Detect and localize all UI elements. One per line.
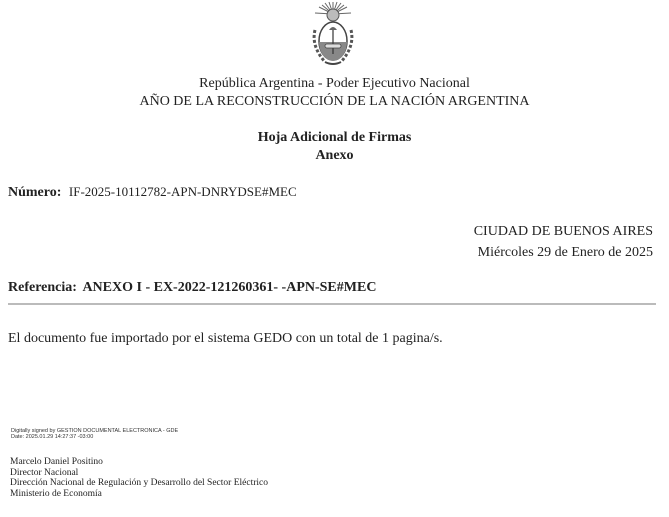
divider xyxy=(8,303,656,305)
signer-role: Director Nacional xyxy=(10,467,79,478)
signer-ministry: Ministerio de Economía xyxy=(10,488,102,499)
digital-signature-block xyxy=(11,428,178,440)
signer-office: Dirección Nacional de Regulación y Desarrollo del Sector Eléctrico xyxy=(10,478,268,488)
digital-signature-date: Date: 2025.01.29 14:27:37 -03:00 xyxy=(11,434,94,440)
referencia-row xyxy=(8,280,376,296)
numero-value: IF-2025-10112782-APN-DNRYDSE#MEC xyxy=(68,184,297,199)
referencia-value: ANEXO I - EX-2022-121260361- -APN-SE#MEC xyxy=(82,280,377,295)
city: CIUDAD DE BUENOS AIRES xyxy=(473,224,653,239)
document-date: Miércoles 29 de Enero de 2025 xyxy=(477,245,653,260)
signer-block xyxy=(10,457,268,499)
document-title: Hoja Adicional de Firmas xyxy=(257,130,412,145)
numero-row xyxy=(8,184,297,201)
document-subtitle: Anexo xyxy=(315,148,354,163)
body-text: El documento fue importado por el sistema GEDO con un total de 1 pagina/s. xyxy=(8,331,443,346)
argentina-coat-of-arms-icon xyxy=(307,0,359,68)
numero-label: Número: xyxy=(8,185,62,200)
digital-signature-signed-by: Digitally signed by GESTION DOCUMENTAL ELECTRONICA - GDE xyxy=(11,428,179,434)
signer-name: Marcelo Daniel Positino xyxy=(10,457,103,467)
header-institution: República Argentina - Poder Ejecutivo Nacional xyxy=(199,76,470,91)
referencia-label: Referencia: xyxy=(8,280,77,295)
header-year-motto: AÑO DE LA RECONSTRUCCIÓN DE LA NACIÓN ARGENTINA xyxy=(139,94,530,109)
